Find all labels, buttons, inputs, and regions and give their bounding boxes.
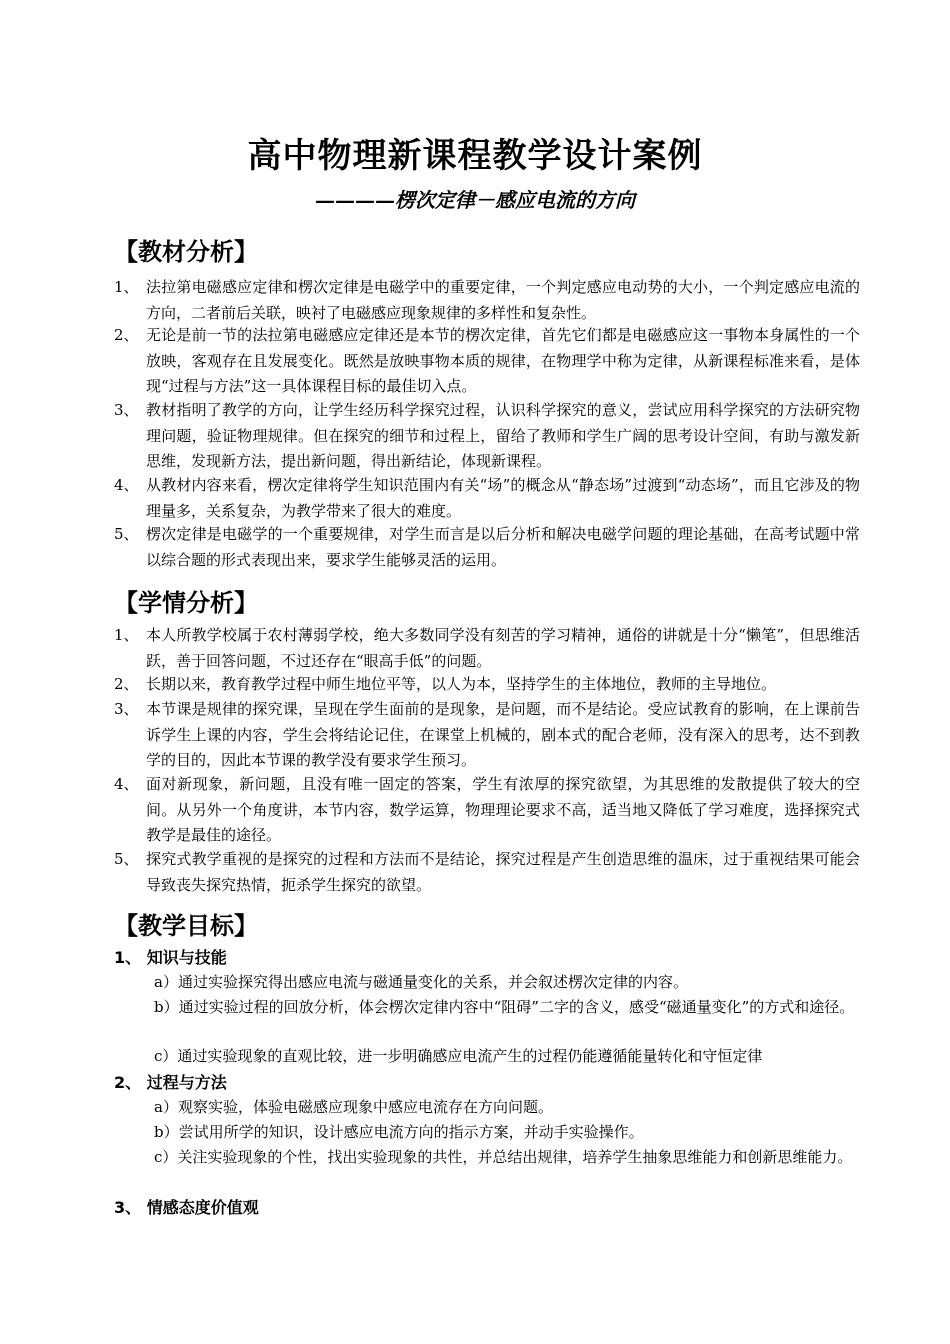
list-item-text: 长期以来，教育教学过程中师生地位平等，以人为本，坚持学生的主体地位，教师的主导地位。 <box>146 675 777 693</box>
list-item-number: 5、 <box>114 525 139 543</box>
list-item-text: 从教材内容来看，楞次定律将学生知识范围内有关“场”的概念从“静态场”过渡到“动态场”，而且它涉及的物理量多，关系复杂，为教学带来了很大的难度。 <box>146 476 860 520</box>
list-item <box>114 697 860 774</box>
section-heading-students: 【学情分析】 <box>114 589 258 617</box>
list-item-text: 本人所教学校属于农村薄弱学校，绝大多数同学没有刻苦的学习精神，通俗的讲就是十分“懒笔”，但思维活跃，善于回答问题，不过还存在“眼高手低”的问题。 <box>146 626 860 670</box>
list-item-text: 楞次定律是电磁学的一个重要规律，对学生而言是以后分析和解决电磁学问题的理论基础，在高考试题中常以综合题的形式表现出来，要求学生能够灵活的运用。 <box>146 525 860 569</box>
list-item-text: 教材指明了教学的方向，让学生经历科学探究过程，认识科学探究的意义，尝试应用科学探究的方法研究物理问题，验证物理规律。但在探究的细节和过程上，留给了教师和学生广阔的思考设计空间，有助与激发新思维，发现新方法，提出新问题，得出新结论，体现新课程。 <box>146 401 860 470</box>
list-item-number: 1、 <box>114 626 139 644</box>
document-subtitle: ————楞次定律－感应电流的方向 <box>315 188 635 212</box>
goal-heading-attitude: 3、 情感态度价值观 <box>114 1198 259 1217</box>
list-item <box>114 522 860 573</box>
list-item-text: 无论是前一节的法拉第电磁感应定律还是本节的楞次定律，首先它们都是电磁感应这一事物本身属性的一个放映，客观存在且发展变化。既然是放映事物本质的规律，在物理学中称为定律，从新课程标准来看，是体现“过程与方法”这一具体课程目标的最佳切入点。 <box>146 326 860 395</box>
section-heading-goals: 【教学目标】 <box>114 912 258 940</box>
list-item-text: 法拉第电磁感应定律和楞次定律是电磁学中的重要定律，一个判定感应电动势的大小，一个判定感应电流的方向，二者前后关联，映衬了电磁感应现象规律的多样性和复杂性。 <box>146 278 860 322</box>
list-item-number: 4、 <box>114 775 139 793</box>
list-item-number: 4、 <box>114 476 139 494</box>
goal-item: a）观察实验，体验电磁感应现象中感应电流存在方向问题。 <box>154 1098 553 1116</box>
list-item <box>114 398 860 475</box>
list-item-text: 面对新现象，新问题，且没有唯一固定的答案，学生有浓厚的探究欲望，为其思维的发散提供了较大的空间。从另外一个角度讲，本节内容，数学运算，物理理论要求不高，适当地又降低了学习难度，选择探究式教学是最佳的途径。 <box>146 775 860 844</box>
list-item-number: 1、 <box>114 278 139 296</box>
goal-heading-knowledge: 1、 知识与技能 <box>114 948 227 967</box>
list-item <box>114 672 860 698</box>
goal-heading-process: 2、 过程与方法 <box>114 1073 227 1092</box>
section-heading-materials: 【教材分析】 <box>114 238 258 266</box>
goal-item: c）关注实验现象的个性，找出实验现象的共性，并总结出规律，培养学生抽象思维能力和创新思维能力。 <box>154 1148 853 1166</box>
list-item <box>114 623 860 674</box>
list-item <box>114 847 860 898</box>
list-item <box>114 772 860 849</box>
list-item-number: 3、 <box>114 700 139 718</box>
goal-item: a）通过实验探究得出感应电流与磁通量变化的关系，并会叙述楞次定律的内容。 <box>154 973 688 991</box>
list-item <box>114 275 860 326</box>
list-item-number: 5、 <box>114 850 139 868</box>
list-item-text: 探究式教学重视的是探究的过程和方法而不是结论，探究过程是产生创造思维的温床，过于重视结果可能会导致丧失探究热情，扼杀学生探究的欲望。 <box>146 850 860 894</box>
document-title: 高中物理新课程教学设计案例 <box>247 136 703 176</box>
list-item <box>114 323 860 400</box>
list-item-number: 2、 <box>114 675 139 693</box>
list-item-text: 本节课是规律的探究课，呈现在学生面前的是现象，是问题，而不是结论。受应试教育的影响，在上课前告诉学生上课的内容，学生会将结论记住，在课堂上机械的，剧本式的配合老师，没有深入的思考，达不到教学的目的，因此本节课的教学没有要求学生预习。 <box>146 700 860 769</box>
goal-item: c）通过实验现象的直观比较，进一步明确感应电流产生的过程仍能遵循能量转化和守恒定律 <box>154 1047 763 1065</box>
list-item <box>114 473 860 524</box>
list-item-number: 3、 <box>114 401 139 419</box>
goal-item: b）尝试用所学的知识，设计感应电流方向的指示方案，并动手实验操作。 <box>154 1123 644 1141</box>
goal-item: b）通过实验过程的回放分析，体会楞次定律内容中“阻碍”二字的含义，感受“磁通量变化”的方式和途径。 <box>154 998 855 1016</box>
list-item-number: 2、 <box>114 326 139 344</box>
